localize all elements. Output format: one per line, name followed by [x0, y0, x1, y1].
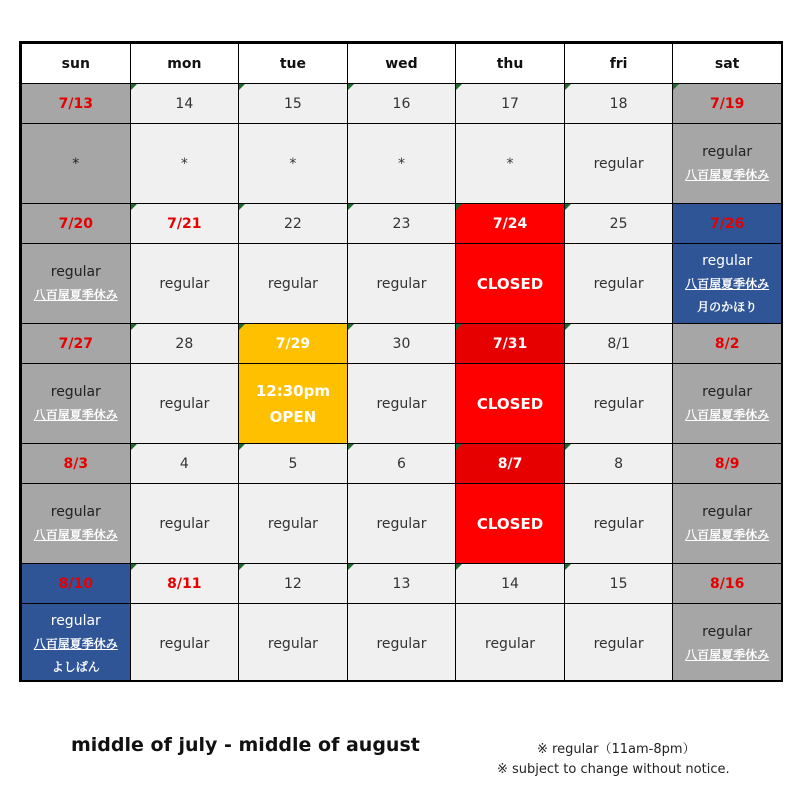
- date-cell: 18: [564, 84, 673, 124]
- calendar-table: [21, 43, 782, 682]
- status-text: regular: [267, 635, 318, 652]
- status-text: regular: [593, 515, 644, 532]
- date-cell-closed: 7/24: [456, 204, 565, 244]
- status-text: *: [397, 155, 405, 172]
- content-cell: [239, 124, 348, 204]
- status-text: regular: [267, 515, 318, 532]
- status-text: regular: [702, 384, 753, 400]
- status-text: regular: [702, 624, 753, 640]
- header-wed: wed: [347, 44, 456, 84]
- status-text: regular: [702, 252, 753, 269]
- date-cell: 22: [239, 204, 348, 244]
- event-cell: [673, 244, 782, 324]
- content-cell: [130, 364, 239, 444]
- closed-cell: [456, 484, 565, 564]
- header-fri: fri: [564, 44, 673, 84]
- date-cell: 28: [130, 324, 239, 364]
- event-cell: [22, 604, 131, 683]
- content-cell: [456, 604, 565, 683]
- date-cell: 17: [456, 84, 565, 124]
- date-cell: 5: [239, 444, 348, 484]
- content-cell: [239, 604, 348, 683]
- content-cell: [347, 484, 456, 564]
- date-cell-event: 8/10: [22, 564, 131, 604]
- date-cell: 6: [347, 444, 456, 484]
- status-text: regular: [376, 635, 427, 652]
- content-cell: [22, 244, 131, 324]
- content-cell: [673, 364, 782, 444]
- header-sun: sun: [22, 44, 131, 84]
- status-text: regular: [50, 504, 101, 520]
- date-cell: 7/19: [673, 84, 782, 124]
- week-1-content: [22, 124, 782, 204]
- change-notice: ※ subject to change without notice.: [497, 762, 730, 777]
- week-4-content: [22, 484, 782, 564]
- status-text: *: [506, 155, 514, 172]
- date-cell: 14: [130, 84, 239, 124]
- content-cell: [456, 124, 565, 204]
- status-text: regular: [593, 635, 644, 652]
- status-text: regular: [702, 144, 753, 160]
- status-text: regular: [159, 275, 210, 292]
- status-text: regular: [376, 275, 427, 292]
- status-text: *: [180, 155, 188, 172]
- status-text: regular: [593, 275, 644, 292]
- date-cell: 7/20: [22, 204, 131, 244]
- week-2-content: [22, 244, 782, 324]
- closed-label: CLOSED: [476, 394, 544, 413]
- content-cell: [22, 484, 131, 564]
- period-caption: middle of july - middle of august: [71, 734, 420, 756]
- event-note: よしぱん: [51, 659, 100, 674]
- vegetable-shop-holiday-note: 八百屋夏季休み: [685, 528, 770, 542]
- closed-cell: [456, 364, 565, 444]
- content-cell: [347, 244, 456, 324]
- date-cell: 15: [564, 564, 673, 604]
- date-cell-closed: 8/7: [456, 444, 565, 484]
- date-cell-event: 7/26: [673, 204, 782, 244]
- date-cell: 25: [564, 204, 673, 244]
- content-cell: [347, 124, 456, 204]
- week-3-content: [22, 364, 782, 444]
- week-3-dates: [22, 324, 782, 364]
- content-cell: [673, 604, 782, 683]
- status-text: regular: [593, 155, 644, 172]
- date-cell: 13: [347, 564, 456, 604]
- date-cell: 7/13: [22, 84, 131, 124]
- content-cell: [564, 484, 673, 564]
- date-cell: 12: [239, 564, 348, 604]
- status-text: regular: [50, 384, 101, 400]
- calendar-grid: [19, 41, 783, 682]
- status-text: regular: [50, 612, 101, 629]
- date-cell-late-open: 7/29: [239, 324, 348, 364]
- content-cell: [347, 604, 456, 683]
- content-cell: [673, 484, 782, 564]
- status-text: regular: [376, 515, 427, 532]
- date-cell: 8/3: [22, 444, 131, 484]
- content-cell: [130, 124, 239, 204]
- status-text: regular: [159, 635, 210, 652]
- date-cell: 7/21: [130, 204, 239, 244]
- date-cell: 16: [347, 84, 456, 124]
- date-cell: 23: [347, 204, 456, 244]
- status-text: regular: [267, 275, 318, 292]
- status-text: regular: [593, 395, 644, 412]
- content-cell: [564, 124, 673, 204]
- date-cell: 8/2: [673, 324, 782, 364]
- closed-cell: [456, 244, 565, 324]
- weekday-header-row: [22, 44, 782, 84]
- event-note: 月のかほり: [697, 299, 758, 314]
- status-text: *: [289, 155, 297, 172]
- vegetable-shop-holiday-note: 八百屋夏季休み: [33, 408, 118, 422]
- content-cell: [22, 364, 131, 444]
- date-cell: 8: [564, 444, 673, 484]
- date-cell: 4: [130, 444, 239, 484]
- date-cell-closed: 7/31: [456, 324, 565, 364]
- content-cell: [564, 364, 673, 444]
- status-text: regular: [376, 395, 427, 412]
- date-cell: 8/11: [130, 564, 239, 604]
- header-mon: mon: [130, 44, 239, 84]
- vegetable-shop-holiday-note: 八百屋夏季休み: [685, 168, 770, 182]
- content-cell: [130, 484, 239, 564]
- week-5-content: [22, 604, 782, 683]
- vegetable-shop-holiday-note: 八百屋夏季休み: [685, 276, 770, 291]
- content-cell: [130, 244, 239, 324]
- week-4-dates: [22, 444, 782, 484]
- content-cell: [239, 484, 348, 564]
- date-cell: 7/27: [22, 324, 131, 364]
- content-cell: [564, 604, 673, 683]
- late-open-cell: [239, 364, 348, 444]
- status-text: regular: [159, 395, 210, 412]
- week-1-dates: [22, 84, 782, 124]
- content-cell: [22, 124, 131, 204]
- status-text: regular: [50, 264, 101, 280]
- vegetable-shop-holiday-note: 八百屋夏季休み: [33, 528, 118, 542]
- hours-note: ※ regular（11am-8pm）: [537, 742, 696, 757]
- date-cell: 14: [456, 564, 565, 604]
- vegetable-shop-holiday-note: 八百屋夏季休み: [685, 408, 770, 422]
- date-cell: 8/1: [564, 324, 673, 364]
- closed-label: CLOSED: [476, 274, 544, 293]
- content-cell: [564, 244, 673, 324]
- content-cell: [347, 364, 456, 444]
- date-cell: 15: [239, 84, 348, 124]
- open-label: OPEN: [269, 407, 317, 426]
- content-cell: [239, 244, 348, 324]
- content-cell: [130, 604, 239, 683]
- closed-label: CLOSED: [476, 514, 544, 533]
- date-cell: 8/9: [673, 444, 782, 484]
- open-time: 12:30pm: [255, 381, 330, 400]
- status-text: regular: [702, 504, 753, 520]
- vegetable-shop-holiday-note: 八百屋夏季休み: [33, 288, 118, 302]
- header-tue: tue: [239, 44, 348, 84]
- status-text: *: [72, 155, 80, 172]
- header-thu: thu: [456, 44, 565, 84]
- status-text: regular: [485, 635, 536, 652]
- date-cell: 8/16: [673, 564, 782, 604]
- week-5-dates: [22, 564, 782, 604]
- vegetable-shop-holiday-note: 八百屋夏季休み: [685, 648, 770, 662]
- vegetable-shop-holiday-note: 八百屋夏季休み: [33, 636, 118, 651]
- date-cell: 30: [347, 324, 456, 364]
- header-sat: sat: [673, 44, 782, 84]
- content-cell: [673, 124, 782, 204]
- week-2-dates: [22, 204, 782, 244]
- status-text: regular: [159, 515, 210, 532]
